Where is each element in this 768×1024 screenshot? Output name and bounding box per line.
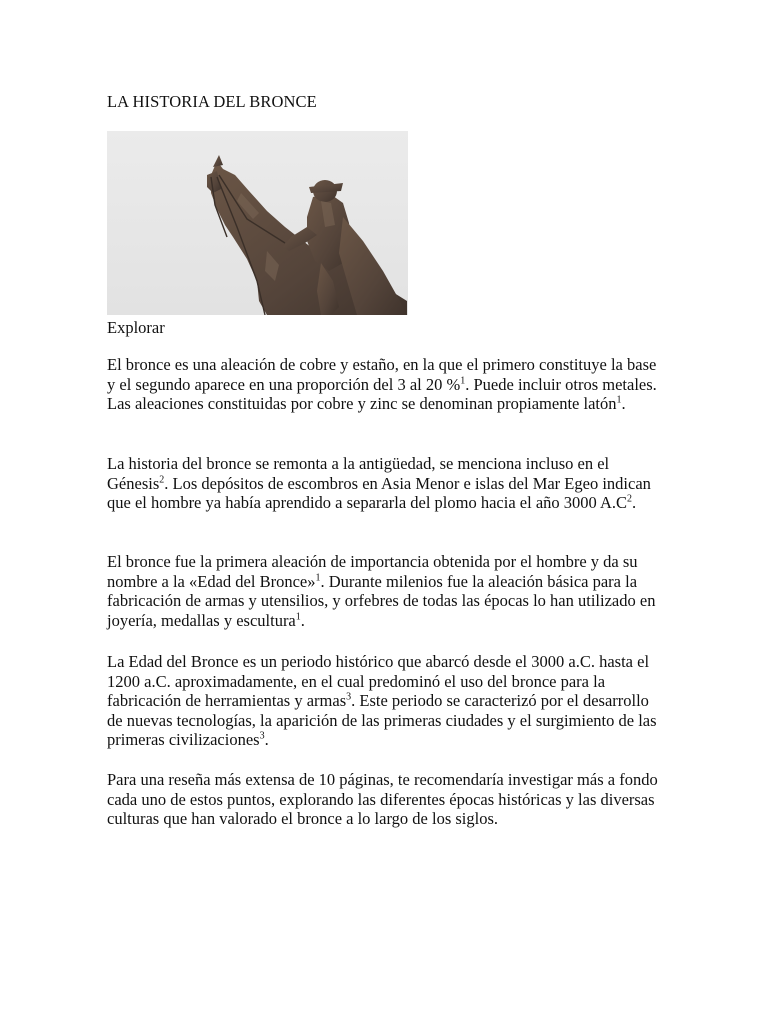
paragraph-text: El bronce es una aleación de cobre y estaño, en la que el primero constituye la base y el segundo aparece en una proporción del 3 al 20 % xyxy=(107,355,657,394)
paragraph-text: . Los depósitos de escombros en Asia Menor e islas del Mar Egeo indican que el hombre ya había aprendido a separarla del plomo hacia el año 3000 A.C xyxy=(107,473,651,513)
paragraph-text: El bronce fue la primera aleación de importancia obtenida por el hombre y da su nombre a la «Edad del Bronce» xyxy=(107,552,638,591)
paragraph-text: . xyxy=(632,493,637,513)
image-caption: Explorar xyxy=(107,318,165,337)
paragraph-text: La historia del bronce se remonta a la antigüedad, se menciona incluso en el Génesis xyxy=(107,454,610,493)
paragraph-text: . Este periodo se caracterizó por el desarrollo de nuevas tecnologías, la aparición de las primeras ciudades y el surgimiento de las primeras civilizaciones xyxy=(107,691,657,750)
paragraph xyxy=(107,355,662,414)
footnote-marker: 2 xyxy=(627,493,633,505)
paragraph xyxy=(107,454,662,513)
paragraph-text: . xyxy=(621,394,626,414)
footnote-marker: 1 xyxy=(616,394,622,406)
footnote-marker: 1 xyxy=(460,375,466,387)
equestrian-statue-image xyxy=(107,131,408,315)
paragraph xyxy=(107,552,662,630)
paragraph-text: La Edad del Bronce es un periodo histórico que abarcó desde el 3000 a.C. hasta el 1200 a.C. aproximadamente, en el cual predominó el uso del bronce para la fabricación de herramientas y armas xyxy=(107,652,650,711)
footnote-marker: 3 xyxy=(346,691,352,703)
paragraph-text: . Puede incluir otros metales. Las aleaciones constituidas por cobre y zinc se denominan propiamente latón xyxy=(107,374,657,414)
paragraph-text: Para una reseña más extensa de 10 páginas, te recomendaría investigar más a fondo cada uno de estos puntos, explorando las diferentes épocas históricas y las diversas culturas que han valorado el bronce a lo largo de los siglos. xyxy=(107,770,658,829)
footnote-marker: 2 xyxy=(159,474,165,486)
footnote-marker: 1 xyxy=(295,611,301,623)
footnote-marker: 1 xyxy=(315,572,321,584)
paragraph-text: . Durante milenios fue la aleación básica para la fabricación de armas y utensilios, y orfebres de todas las épocas lo han utilizado en joyería, medallas y escultura xyxy=(107,571,656,630)
document-title: LA HISTORIA DEL BRONCE xyxy=(107,92,317,111)
paragraph xyxy=(107,770,662,829)
footnote-marker: 3 xyxy=(259,730,265,742)
paragraph xyxy=(107,652,662,750)
paragraph-text: . xyxy=(300,610,305,630)
paragraph-text: . xyxy=(264,730,269,750)
